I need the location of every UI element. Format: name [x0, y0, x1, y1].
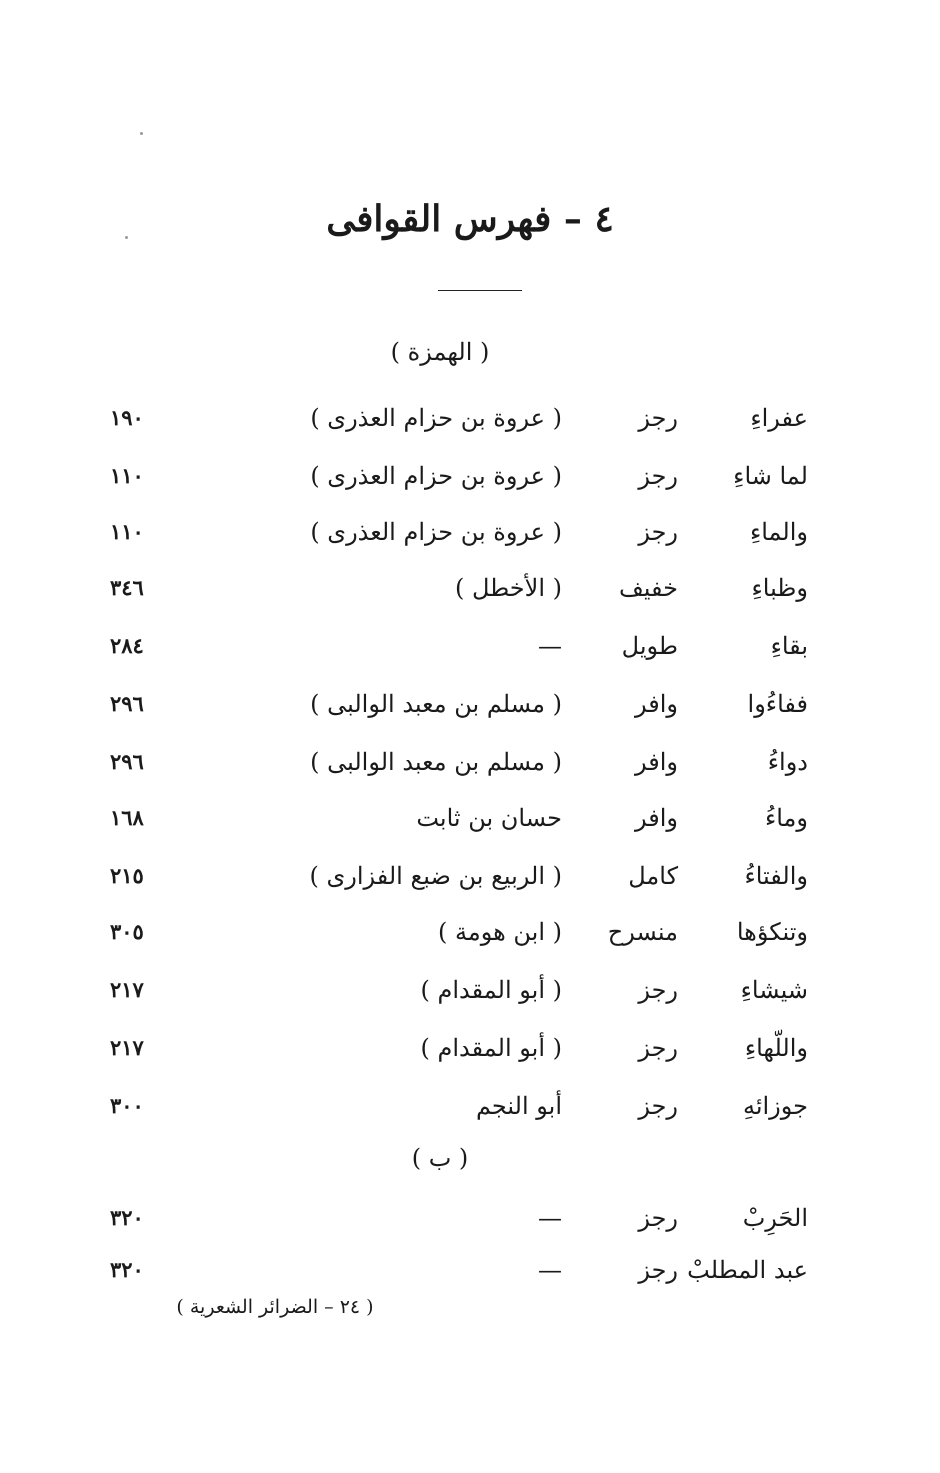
scan-speck	[140, 132, 143, 135]
meter: وافر	[635, 690, 678, 718]
meter: خفيف	[618, 574, 678, 602]
list-item	[0, 568, 940, 608]
list-item	[0, 456, 940, 496]
meter: رجز	[638, 976, 678, 1004]
poet: ( عروة بن حزام العذرى )	[310, 404, 562, 432]
poet: ( الأخطل )	[454, 574, 562, 602]
page-number: ٣٠٠	[110, 1093, 144, 1118]
poet: ( أبو المقدام )	[420, 976, 562, 1004]
list-item	[0, 1086, 940, 1126]
meter: كامل	[628, 862, 678, 890]
rhyme-word: لما شاءِ	[733, 462, 808, 490]
section-heading-ba: ( ب )	[411, 1144, 469, 1172]
page-number: ١٦٨	[110, 805, 144, 830]
meter: منسرح	[607, 918, 678, 946]
rhyme-word: والماءِ	[749, 518, 808, 546]
rhyme-word: والفتاءُ	[744, 862, 808, 890]
meter: رجز	[638, 1256, 678, 1284]
rhyme-word: واللّهاءِ	[744, 1034, 808, 1062]
poet: ( مسلم بن معبد الوالبى )	[310, 748, 562, 776]
meter: وافر	[635, 748, 678, 776]
meter: رجز	[638, 518, 678, 546]
page-number: ٣٤٦	[110, 575, 144, 600]
rhyme-word: دواءُ	[767, 748, 808, 776]
meter: رجز	[638, 1034, 678, 1062]
page-number: ٣٢٠	[110, 1205, 144, 1230]
page-number: ٢٩٦	[110, 691, 144, 716]
page-number: ١١٠	[110, 519, 144, 544]
page-number: ٣٠٥	[110, 919, 144, 944]
meter: رجز	[638, 462, 678, 490]
rhyme-word: بقاءِ	[770, 632, 808, 660]
rhyme-word: عفراءِ	[750, 404, 808, 432]
poet: ( عروة بن حزام العذرى )	[310, 462, 562, 490]
meter: رجز	[638, 1092, 678, 1120]
page-number: ٢١٧	[110, 977, 144, 1002]
meter: وافر	[635, 804, 678, 832]
meter: رجز	[638, 404, 678, 432]
rhyme-word: وماءُ	[764, 804, 808, 832]
poet: —	[538, 1256, 562, 1284]
rhyme-word: وتنكؤها	[736, 918, 808, 946]
footer-signature: ( ٢٤ – الضرائر الشعرية )	[176, 1296, 374, 1318]
page-number: ٢٨٤	[110, 633, 144, 658]
poet: ( الربيع بن ضبع الفزارى )	[309, 862, 562, 890]
page-number: ١١٠	[110, 463, 144, 488]
rhyme-word: شيشاءِ	[740, 976, 808, 1004]
page-title: ٤ – فهرس القوافى	[326, 198, 614, 240]
list-item	[0, 684, 940, 724]
rhyme-word: عبد المطلبْ	[687, 1256, 808, 1284]
poet: حسان بن ثابت	[416, 804, 562, 832]
list-item	[0, 1028, 940, 1068]
poet: أبو النجم	[475, 1092, 562, 1120]
list-item	[0, 798, 940, 838]
meter: رجز	[638, 1204, 678, 1232]
title-rule	[438, 290, 522, 291]
poet: ( ابن هومة )	[437, 918, 562, 946]
list-item	[0, 512, 940, 552]
rhyme-word: الحَرِبْ	[742, 1204, 808, 1232]
list-item	[0, 970, 940, 1010]
poet: ( مسلم بن معبد الوالبى )	[310, 690, 562, 718]
page-number: ٣٢٠	[110, 1257, 144, 1282]
page-number: ٢٩٦	[110, 749, 144, 774]
scan-speck	[125, 236, 128, 239]
poet: —	[538, 1204, 562, 1232]
poet: —	[538, 632, 562, 660]
poet: ( عروة بن حزام العذرى )	[310, 518, 562, 546]
list-item	[0, 742, 940, 782]
list-item	[0, 856, 940, 896]
poet: ( أبو المقدام )	[420, 1034, 562, 1062]
rhyme-word: ففاءُوا	[747, 690, 808, 718]
list-item	[0, 398, 940, 438]
rhyme-word: وظباءِ	[751, 574, 808, 602]
meter: طويل	[621, 632, 678, 660]
section-heading-hamza: ( الهمزة )	[390, 338, 490, 366]
page-number: ١٩٠	[110, 405, 144, 430]
list-item	[0, 912, 940, 952]
page-number: ٢١٧	[110, 1035, 144, 1060]
page-number: ٢١٥	[110, 863, 144, 888]
list-item	[0, 1198, 940, 1238]
rhyme-word: جوزائهِ	[742, 1092, 808, 1120]
list-item	[0, 1250, 940, 1290]
list-item	[0, 626, 940, 666]
